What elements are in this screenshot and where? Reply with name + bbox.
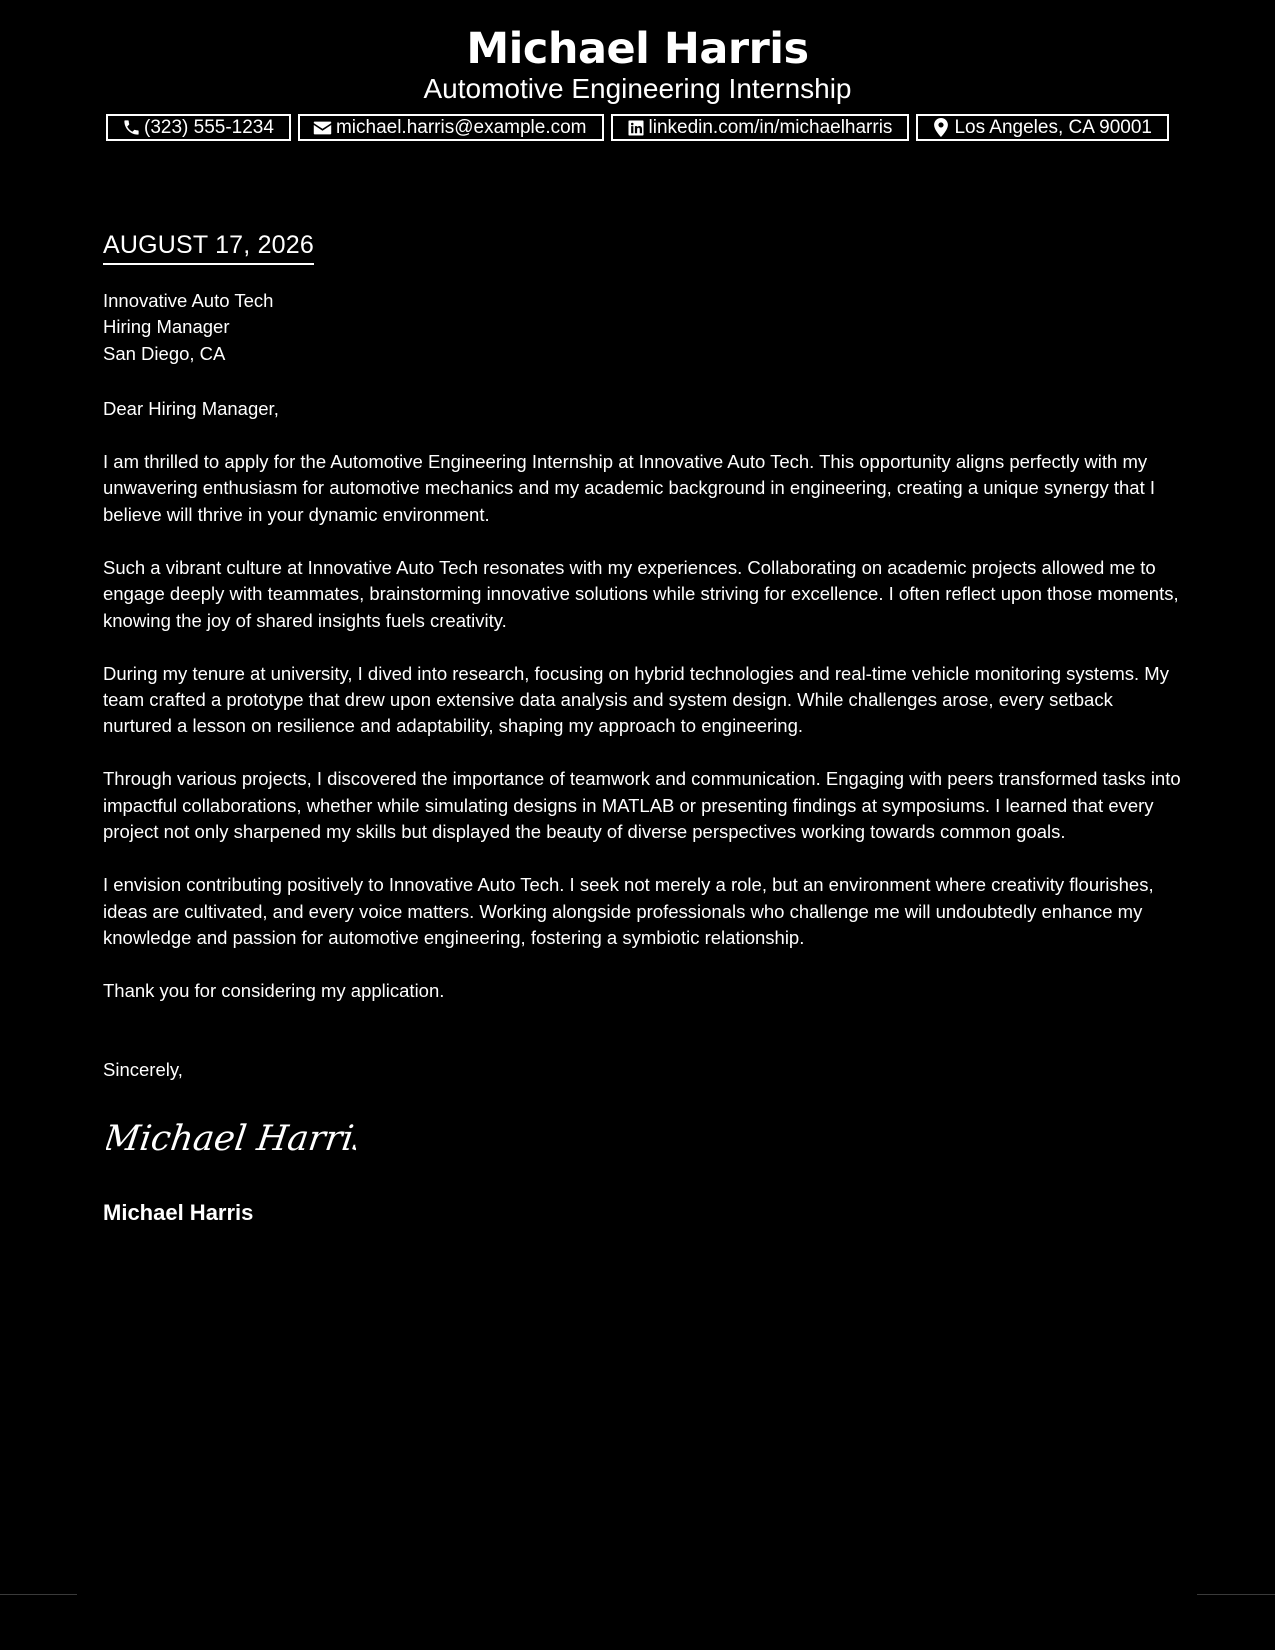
contact-row (0, 114, 1275, 141)
body-paragraph: Such a vibrant culture at Innovative Auto Tech resonates with my experiences. Collaborating on academic projects allowed me to engage deeply with teammates, brainstorming innovative solutions while striving for excellence. I often reflect upon those moments, knowing the joy of shared insights fuels creativity. (103, 556, 1179, 631)
recipient-block (103, 288, 1183, 367)
recipient-location: San Diego, CA (103, 342, 226, 364)
recipient-title: Hiring Manager (103, 316, 230, 338)
footer-rule-right (1197, 1594, 1275, 1595)
map-marker-icon (931, 118, 951, 138)
body-paragraph: I envision contributing positively to Innovative Auto Tech. I seek not merely a role, but an environment where creativity flourishes, ideas are cultivated, and every voice matters. Working alongside professionals who challenge me will undoubtedly enhance my knowledge and passion for automotive engineering, fostering a symbiotic relationship. (103, 874, 1154, 949)
applicant-name: Michael Harris (466, 24, 809, 74)
recipient-company: Innovative Auto Tech (103, 290, 274, 311)
letter-date: AUGUST 17, 2026 (103, 229, 314, 265)
envelope-icon (313, 118, 333, 138)
phone-icon (121, 118, 141, 138)
body-paragraph: During my tenure at university, I dived into research, focusing on hybrid technologies and real-time vehicle monitoring systems. My team crafted a prototype that drew upon extensive data analysis and system design. While challenges arose, every setback nurtured a lesson on resilience and adaptability, shaping my approach to engineering. (103, 662, 1169, 737)
contact-location-text: Los Angeles, CA 90001 (954, 116, 1152, 138)
handwritten-signature (106, 1112, 356, 1169)
body-paragraph: Through various projects, I discovered the importance of teamwork and communication. Engaging with peers transformed tasks into impactful collaborations, whether while simulating designs in MATLAB or presenting findings at symposiums. I learned that every project not only sharpened my skills but displayed the beauty of diverse perspectives working towards common goals. (103, 768, 1181, 843)
letter-header (0, 22, 1275, 105)
contact-linkedin[interactable] (611, 114, 910, 141)
contact-email-text: michael.harris@example.com (335, 116, 587, 138)
contact-email[interactable] (298, 114, 604, 141)
contact-phone-text: (323) 555-1234 (144, 116, 274, 138)
signed-name: Michael Harris (103, 1200, 254, 1225)
position-title: Automotive Engineering Internship (423, 73, 852, 104)
signature-glyphs: Michael Harris (106, 1118, 356, 1159)
contact-location[interactable] (916, 114, 1169, 141)
closing: Sincerely, (103, 1059, 183, 1080)
linkedin-icon (626, 118, 646, 138)
salutation: Dear Hiring Manager, (103, 398, 279, 419)
body-paragraph: I am thrilled to apply for the Automotive Engineering Internship at Innovative Auto Tech. This opportunity aligns perfectly with my unwavering enthusiasm for automotive mechanics and my academic background in engineering, creating a unique synergy that I believe will thrive in your dynamic environment. (103, 451, 1156, 525)
contact-phone[interactable] (106, 114, 291, 141)
footer-rule-left (0, 1594, 77, 1595)
body-paragraph: Thank you for considering my application. (103, 980, 445, 1002)
letter-body (103, 449, 1183, 1031)
contact-linkedin-text: linkedin.com/in/michaelharris (648, 116, 893, 138)
